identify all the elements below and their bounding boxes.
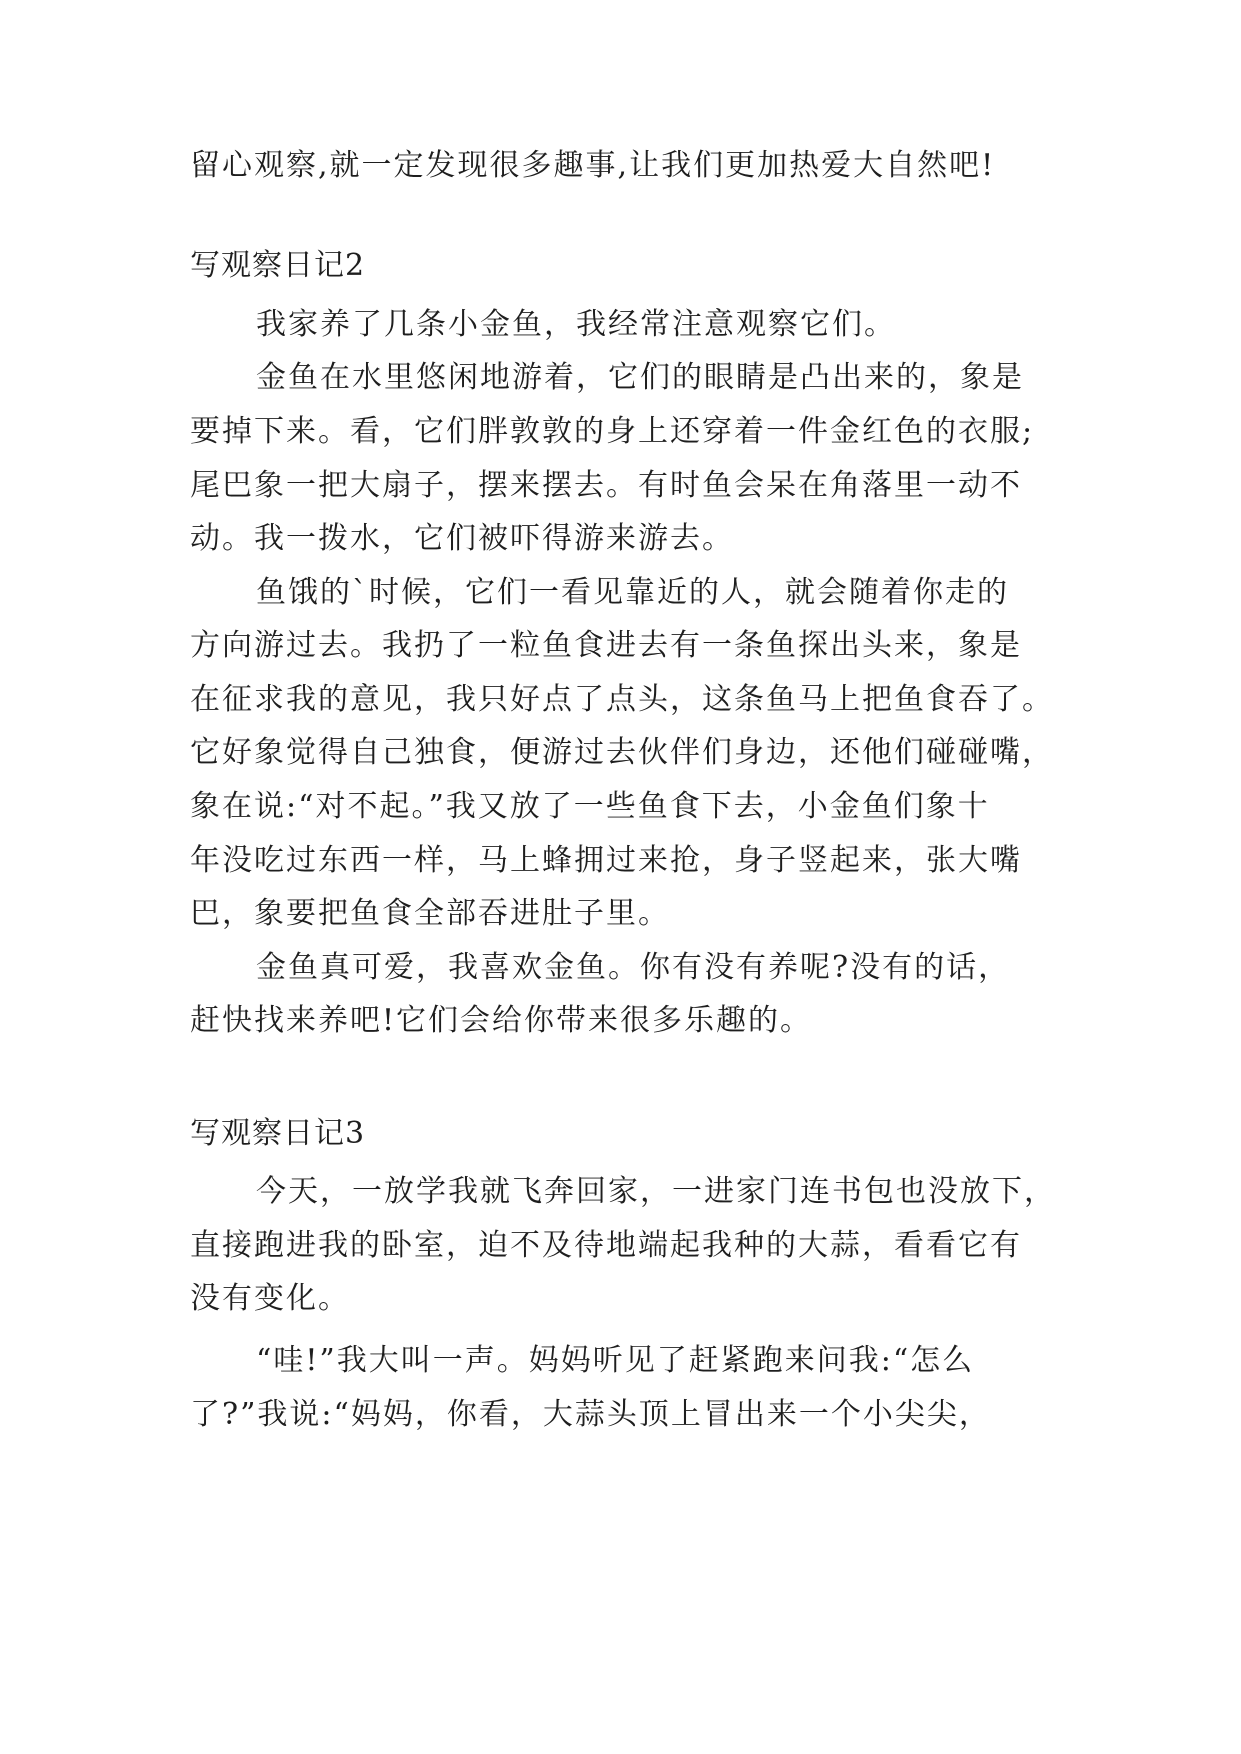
paragraph-line: 象在说:“对不起。”我又放了一些鱼食下去，小金鱼们象十 xyxy=(190,789,990,824)
paragraph-line: “哇!”我大叫一声。妈妈听见了赶紧跑来问我:“怎么 xyxy=(256,1343,975,1378)
intro-closing-line: 留心观察,就一定发现很多趣事,让我们更加热爱大自然吧! xyxy=(190,148,996,183)
diary-2-title: 写观察日记2 xyxy=(190,248,366,283)
paragraph-line: 动。我一拨水，它们被吓得游来游去。 xyxy=(190,521,734,556)
paragraph-line: 年没吃过东西一样，马上蜂拥过来抢，身子竖起来，张大嘴 xyxy=(190,843,1022,878)
paragraph-line: 金鱼在水里悠闲地游着，它们的眼睛是凸出来的，象是 xyxy=(256,360,1024,395)
paragraph-line: 金鱼真可爱，我喜欢金鱼。你有没有养呢?没有的话， xyxy=(256,950,1011,985)
diary-3-title: 写观察日记3 xyxy=(190,1116,366,1151)
paragraph-line: 它好象觉得自己独食，便游过去伙伴们身边，还他们碰碰嘴， xyxy=(190,735,1054,770)
paragraph-line: 鱼饿的`时候，它们一看见靠近的人，就会随着你走的 xyxy=(256,575,1009,610)
paragraph-line: 要掉下来。看，它们胖敦敦的身上还穿着一件金红色的衣服; xyxy=(190,414,1035,449)
paragraph-line: 没有变化。 xyxy=(190,1281,350,1316)
paragraph-line: 直接跑进我的卧室，迫不及待地端起我种的大蒜，看看它有 xyxy=(190,1228,1022,1263)
paragraph-line: 巴，象要把鱼食全部吞进肚子里。 xyxy=(190,896,670,931)
paragraph-line: 尾巴象一把大扇子，摆来摆去。有时鱼会呆在角落里一动不 xyxy=(190,468,1022,503)
paragraph-line: 我家养了几条小金鱼，我经常注意观察它们。 xyxy=(256,307,896,342)
paragraph-line: 在征求我的意见，我只好点了点头，这条鱼马上把鱼食吞了。 xyxy=(190,682,1054,717)
paragraph-line: 了?”我说:“妈妈，你看，大蒜头顶上冒出来一个小尖尖， xyxy=(190,1397,991,1432)
paragraph-line: 方向游过去。我扔了一粒鱼食进去有一条鱼探出头来，象是 xyxy=(190,628,1022,663)
paragraph-line: 今天，一放学我就飞奔回家，一进家门连书包也没放下， xyxy=(256,1174,1056,1209)
paragraph-line: 赶快找来养吧!它们会给你带来很多乐趣的。 xyxy=(190,1003,813,1038)
